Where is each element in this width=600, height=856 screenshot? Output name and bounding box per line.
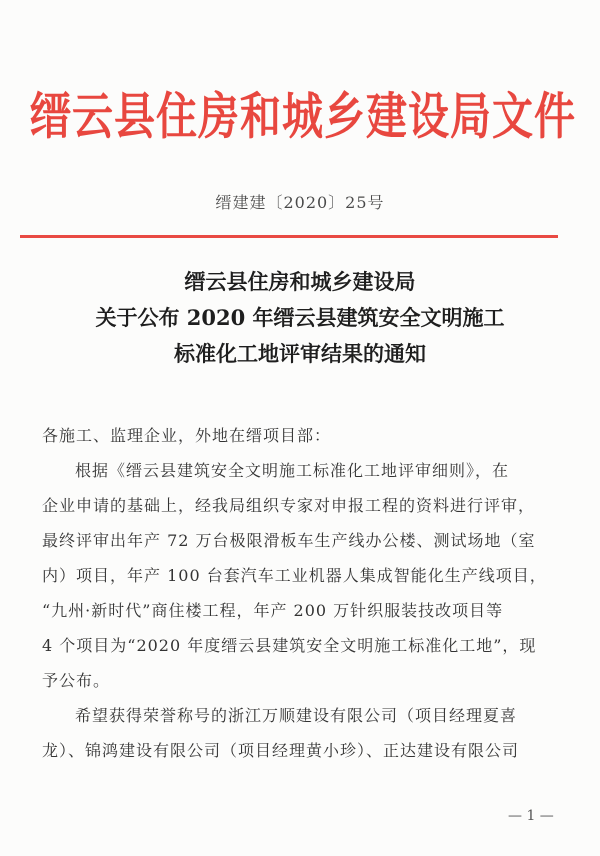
notice-title-line-1: 缙云县住房和城乡建设局 — [184, 269, 416, 294]
paragraph-line: 予公布。 — [42, 671, 111, 690]
paragraph-line: 希望获得荣誉称号的浙江万顺建设有限公司（项目经理夏喜 — [75, 706, 518, 725]
paragraph-line: 4 个项目为“2020 年度缙云县建筑安全文明施工标准化工地”，现 — [42, 636, 537, 655]
notice-title-line-3: 标准化工地评审结果的通知 — [174, 341, 426, 366]
document-header-title: 缙云县住房和城乡建设局文件 — [30, 86, 576, 146]
paragraph-line: 内）项目，年产 100 台套汽车工业机器人集成智能化生产线项目， — [42, 566, 547, 585]
red-divider-line — [20, 235, 558, 238]
paragraph-line: 龙）、锦鸿建设有限公司（项目经理黄小珍）、正达建设有限公司 — [42, 741, 520, 760]
salutation: 各施工、监理企业，外地在缙项目部： — [42, 426, 332, 445]
document-body — [42, 418, 572, 768]
notice-title — [0, 264, 600, 372]
notice-title-line-2: 关于公布 2020 年缙云县建筑安全文明施工 — [95, 305, 505, 330]
paragraph-line: 根据《缙云县建筑安全文明施工标准化工地评审细则》，在 — [75, 461, 510, 480]
paragraph-1 — [42, 453, 572, 698]
document-number: 缙建建〔2020〕25号 — [215, 193, 385, 212]
paragraph-line: 最终评审出年产 72 万台极限滑板车生产线办公楼、测试场地（室 — [42, 531, 536, 550]
paragraph-line: “九州·新时代”商住楼工程，年产 200 万针织服装技改项目等 — [42, 601, 504, 620]
page-number: — 1 — — [508, 808, 554, 824]
paragraph-line: 企业申请的基础上，经我局组织专家对申报工程的资料进行评审， — [42, 496, 536, 515]
paragraph-2 — [42, 698, 572, 768]
